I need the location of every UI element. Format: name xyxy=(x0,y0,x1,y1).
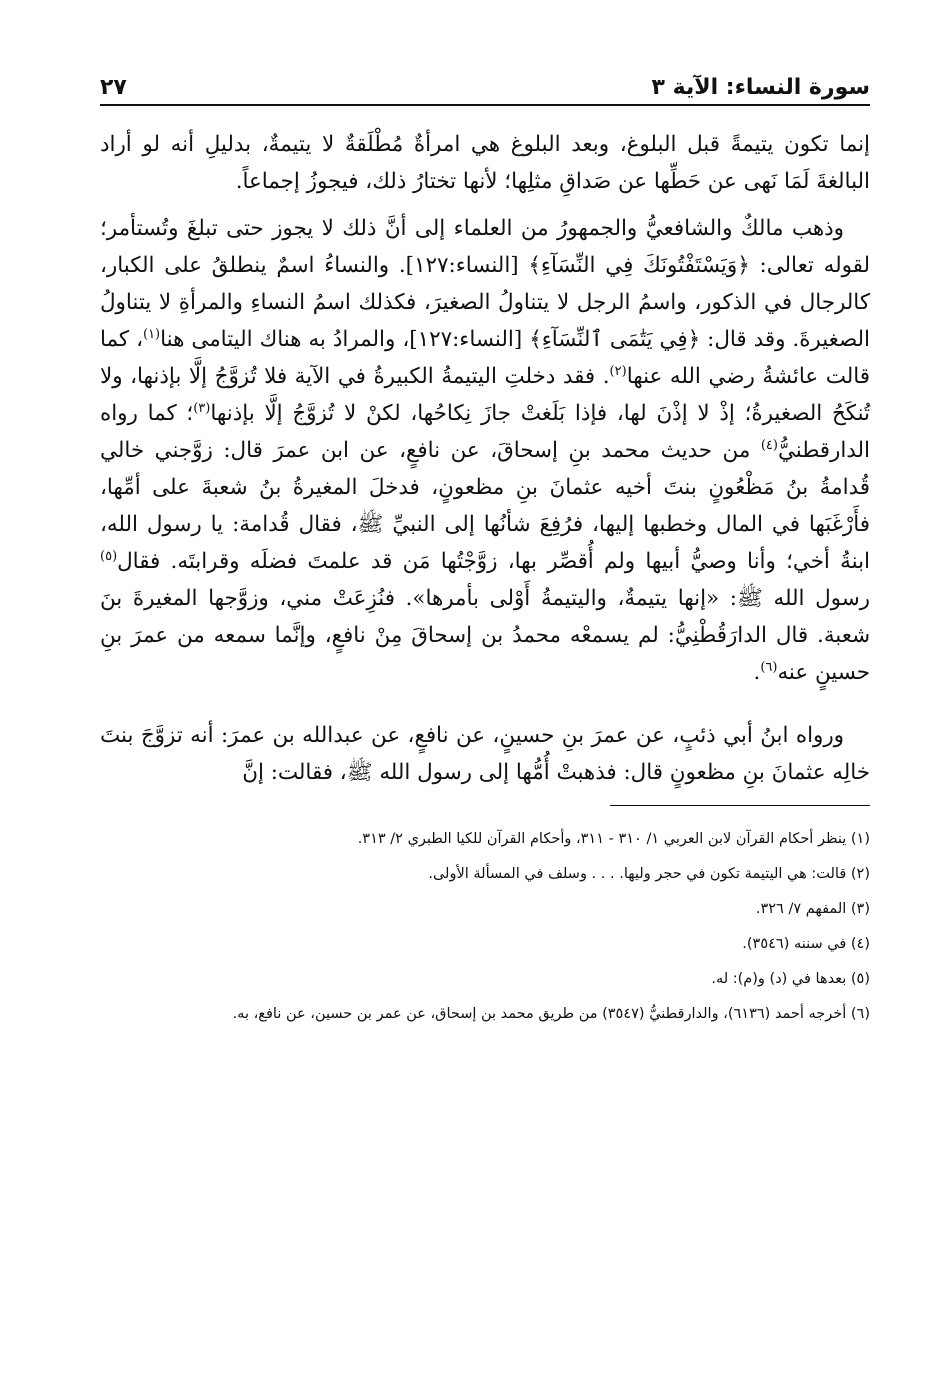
paragraph-2-part-7: . xyxy=(753,660,761,685)
footnote-6: (٦) أخرجه أحمد (٦١٣٦)، والدارقطنيُّ (٣٥٤٧) من طريق محمد بن إسحاق، عن عمر بن حسين، عن نافع، به. xyxy=(232,1006,870,1022)
footnote-ref-4[interactable]: (٤) xyxy=(760,437,778,453)
footnote-2: (٢) قالت: هي اليتيمة تكون في حجر وليها. . . . وسلف في المسألة الأولى. xyxy=(428,866,870,882)
footnotes xyxy=(100,826,870,1027)
footnote-separator xyxy=(610,805,870,806)
footnote-ref-5[interactable]: (٥) xyxy=(100,548,118,564)
footnote-3: (٣) المفهم ٧/ ٣٢٦. xyxy=(755,901,870,917)
footnote-ref-3[interactable]: (٣) xyxy=(193,400,211,416)
footnote-ref-1[interactable]: (١) xyxy=(142,326,161,342)
footnote-5: (٥) بعدها في (د) و(م): له. xyxy=(711,971,870,987)
book-page xyxy=(100,64,870,1036)
paragraph-2-part-4: ؛ كما رواه الدارقطنيُّ xyxy=(100,401,870,463)
paragraph-2-part-1: وذهب مالكٌ والشافعيُّ والجمهورُ من العلماء إلى أنَّ ذلك لا يجوز حتى تبلغَ وتُستأمر؛ لقوله تعالى: ﴿وَيَسْتَفْتُونَكَ فِي النِّسَآءِ﴾ [النساء:١٢٧]. والنساءُ اسمٌ ينطلقُ على الكبار، كالرجال في الذكور، واسمُ الرجل لا يتناولُ الصغيرَ، فكذلك اسمُ النساءِ والمرأةِ لا يتناولُ الصغيرةَ. وقد قال: ﴿فِي يَتَٰمَى ٱلنِّسَآءِ﴾ [النساء:١٢٧]، والمرادُ به هناك اليتامى هنا xyxy=(100,216,870,352)
footnote-ref-6[interactable]: (٦) xyxy=(760,659,778,675)
paragraph-2-part-5: من حديث محمد بنِ إسحاقَ، عن نافعٍ، عن ابن عمرَ قال: زوَّجني خالي قُدامةُ بنُ مَظْعُونٍ بنتَ أخيه عثمانَ بنِ مظعونٍ، فدخلَ المغيرةُ بنُ شعبةَ على أمِّها، فأَرْغَبَها في المال وخطبها إليها، فرُفِعَ شأنُها إلى النبيِّ ﷺ، فقال قُدامة: يا رسول الله، ابنةُ أخي؛ وأنا وصيُّ أبيها ولم أُقصِّر بها، زوَّجْتُها مَن قد علمتَ فضلَه وقرابتَه. فقال xyxy=(100,438,870,574)
running-title: سورة النساء: الآية ٣ xyxy=(651,75,870,100)
paragraph-2-part-2: ، كما قالت عائشةُ رضي الله عنها xyxy=(100,327,870,389)
main-text xyxy=(100,126,870,791)
paragraph-1: إنما تكون يتيمةً قبل البلوغ، وبعد البلوغ هي امرأةٌ مُطْلَقةٌ لا يتيمةٌ، بدليلِ أنه لو أراد البالغةَ لَمَا نَهى عن حَطِّها عن صَداقِ مثلِها؛ لأنها تختارُ ذلك، فيجوزُ إجماعاً. xyxy=(100,132,870,194)
page-number: ٢٧ xyxy=(100,75,127,100)
paragraph-3: ورواه ابنُ أبي ذئبٍ، عن عمرَ بنِ حسينٍ، عن نافعٍ، عن عبدالله بن عمرَ: أنه تزوَّجَ بنتَ خالِه عثمانَ بنِ مظعونٍ قال: فذهبتْ أُمُّها إلى رسول الله ﷺ، فقالت: إنَّ xyxy=(100,723,870,785)
paragraph-2 xyxy=(100,210,870,691)
paragraph-2-part-6: رسول الله ﷺ: «إنها يتيمةٌ، واليتيمةُ أَوْلى بأمرها». فنُزِعَتْ مني، وزوَّجها المغيرةَ بنَ شعبة. قال الدارَقُطْنِيُّ: لم يسمعْه محمدُ بن إسحاقَ مِنْ نافعٍ، وإنَّما سمعه من عمرَ بنِ حسينٍ عنه xyxy=(100,586,870,685)
footnote-ref-2[interactable]: (٢) xyxy=(609,363,627,379)
paragraph-2-part-3: . فقد دخلتِ اليتيمةُ الكبيرةُ في الآية فلا تُزوَّجُ إلَّا بإذنها، ولا تُنكَحُ الصغيرةُ؛ إذْ لا إذْنَ لها، فإذا بَلَغتْ جازَ نِكاحُها، لكنْ لا تُزوَّجُ إلَّا بإذنها xyxy=(100,364,870,426)
page-header xyxy=(100,64,870,106)
footnote-4: (٤) في سننه (٣٥٤٦). xyxy=(742,936,870,952)
footnote-1: (١) ينظر أحكام القرآن لابن العربي ١/ ٣١٠ - ٣١١، وأحكام القرآن للكيا الطبري ٢/ ٣١٣. xyxy=(357,831,870,847)
